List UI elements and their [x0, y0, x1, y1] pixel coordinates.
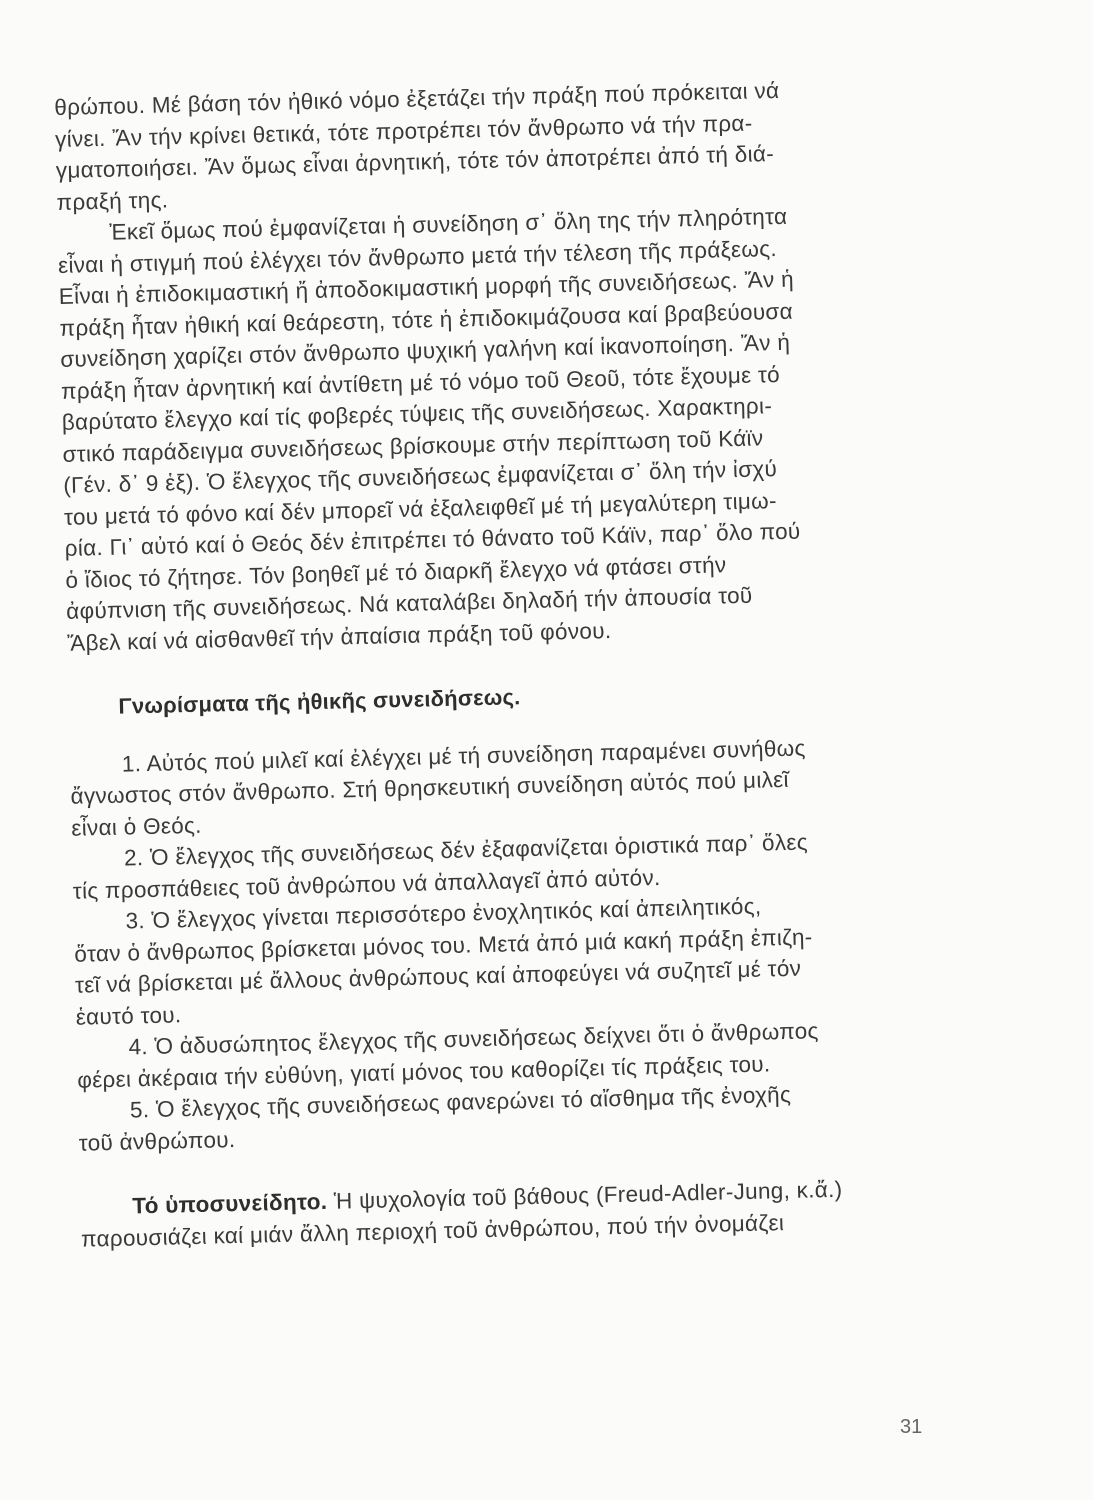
text-line: 3. Ὁ ἔλεγχος γίνεται περισσότερο ἐνοχλητικός καί ἀπειλητικός,	[125, 893, 762, 934]
text-line: ἄγνωστος στόν ἄνθρωπο. Στή θρησκευτική συνείδηση αὐτός πού μιλεῖ	[70, 766, 790, 809]
text-line: γίνει. Ἄν τήν κρίνει θετικά, τότε προτρέπει τόν ἄνθρωπο νά τήν πρα-	[54, 110, 753, 152]
text-line: ὅταν ὁ ἄνθρωπος βρίσκεται μόνος του. Μετά ἀπό μιά κακή πράξη ἐπιζη-	[74, 923, 813, 967]
text-line: βαρύτατο ἔλεγχο καί τίς φοβερές τύψεις τῆς συνειδήσεως. Χαρακτηρι-	[61, 393, 773, 435]
text-line: γματοποιήσει. Ἄν ὅμως εἶναι ἀρνητική, τότε τόν ἀποτρέπει ἀπό τή διά-	[55, 141, 775, 183]
text-line: τίς προσπάθειες τοῦ ἀνθρώπου νά ἀπαλλαγεῖ ἀπό αὐτόν.	[72, 864, 661, 904]
text-line: πραξή της.	[56, 186, 169, 215]
text-line: φέρει ἀκέραια τήν εὐθύνη, γιατί μόνος του καθορίζει τίς πράξεις του.	[76, 1050, 771, 1093]
numbered-list	[69, 729, 958, 1159]
text-line: τεῖ νά βρίσκεται μέ ἄλλους ἀνθρώπους καί ἀποφεύγει νά συζητεῖ μέ τόν	[74, 955, 802, 998]
text-line: τοῦ ἀνθρώπου.	[78, 1126, 236, 1156]
text-line: 2. Ὁ ἔλεγχος τῆς συνειδήσεως δέν ἐξαφανίζεται ὁριστικά παρ᾿ ὅλες	[123, 829, 809, 871]
list-item	[73, 886, 956, 1033]
text-line: ἀφύπνιση τῆς συνειδήσεως. Νά καταλάβει δηλαδή τήν ἀπουσία τοῦ	[65, 582, 753, 624]
text-line: πράξη ἦταν ἀρνητική καί ἀντίθετη μέ τό νόμο τοῦ Θεοῦ, τότε ἔχουμε τό	[60, 361, 781, 404]
text-line: ρία. Γι᾿ αὐτό καί ὁ Θεός δέν ἐπιτρέπει τό θάνατο τοῦ Κάϊν, παρ᾿ ὅλο πού	[64, 518, 801, 561]
text-line: πράξη ἦταν ἠθική καί θεάρεστη, τότε ἡ ἐπιδοκιμάζουσα καί βραβεύουσα	[59, 298, 794, 341]
text-line: ὁ ἴδιος τό ζήτησε. Τόν βοηθεῖ μέ τό διαρκῆ ἔλεγχο νά φτάσει στήν	[65, 551, 727, 593]
text-line: του μετά τό φόνο καί δέν μπορεῖ νά ἐξαλειφθεῖ μέ τή μεγαλύτερη τιμω-	[63, 487, 778, 530]
text-line: Εἶναι ἡ ἐπιδοκιμαστική ἤ ἀποδοκιμαστική μορφή τῆς συνειδήσεως. Ἄν ἡ	[58, 266, 795, 309]
text-line: 5. Ὁ ἔλεγχος τῆς συνειδήσεως φανερώνει τό αἴσθημα τῆς ἐνοχῆς	[129, 1081, 792, 1123]
paragraph-1	[54, 71, 937, 218]
text-line: 4. Ὁ ἀδυσώπητος ἔλεγχος τῆς συνειδήσεως δείχνει ὅτι ὁ ἄνθρωπος	[128, 1018, 819, 1060]
text-line: Ἐκεῖ ὅμως πού ἐμφανίζεται ἡ συνείδηση σ᾿ ὅλη της τήν πληρότητα	[109, 203, 788, 245]
text-line: εἶναι ὁ Θεός.	[71, 812, 202, 841]
text-line: (Γέν. δ᾿ 9 ἑξ). Ὁ ἔλεγχος τῆς συνειδήσεως ἐμφανίζεται σ᾿ ὅλη τήν ἰσχύ	[62, 456, 778, 498]
text-line: συνείδηση χαρίζει στόν ἄνθρωπο ψυχική γαλήνη καί ἱκανοποίηση. Ἄν ἡ	[60, 329, 791, 372]
text-line: εἶναι ἡ στιγμή πού ἐλέγχει τόν ἄνθρωπο μετά τήν τέλεση τῆς πράξεως.	[57, 235, 778, 278]
text-line: θρώπου. Μέ βάση τόν ἠθικό νόμο ἐξετάζει τήν πράξη πού πρόκειται νά	[54, 77, 780, 120]
text-line: στικό παράδειγμα συνειδήσεως βρίσκουμε στήν περίπτωση τοῦ Κάϊν	[62, 424, 764, 467]
book-page	[54, 71, 961, 1254]
inline-heading: Τό ὑποσυνείδητο.	[131, 1188, 328, 1219]
paragraph-2	[57, 197, 947, 659]
text-line: παρουσιάζει καί μιάν ἄλλη περιοχή τοῦ ἀνθρώπου, πού τήν ὀνομάζει	[80, 1209, 785, 1252]
section-heading: Γνωρίσματα τῆς ἠθικῆς συνειδήσεως.	[118, 684, 521, 719]
text-line: 1. Αὐτός πού μιλεῖ καί ἐλέγχει μέ τή συνείδηση παραμένει συνήθως	[121, 734, 806, 777]
text-run: Ἡ ψυχολογία τοῦ βάθους (Freud-Adler-Jung, κ.ἄ.)	[326, 1176, 843, 1214]
text-line: ἑαυτό του.	[75, 1001, 182, 1030]
page-number: 31	[900, 1416, 923, 1438]
text-line: Ἄβελ καί νά αἰσθανθεῖ τήν ἀπαίσια πράξη τοῦ φόνου.	[66, 617, 612, 656]
